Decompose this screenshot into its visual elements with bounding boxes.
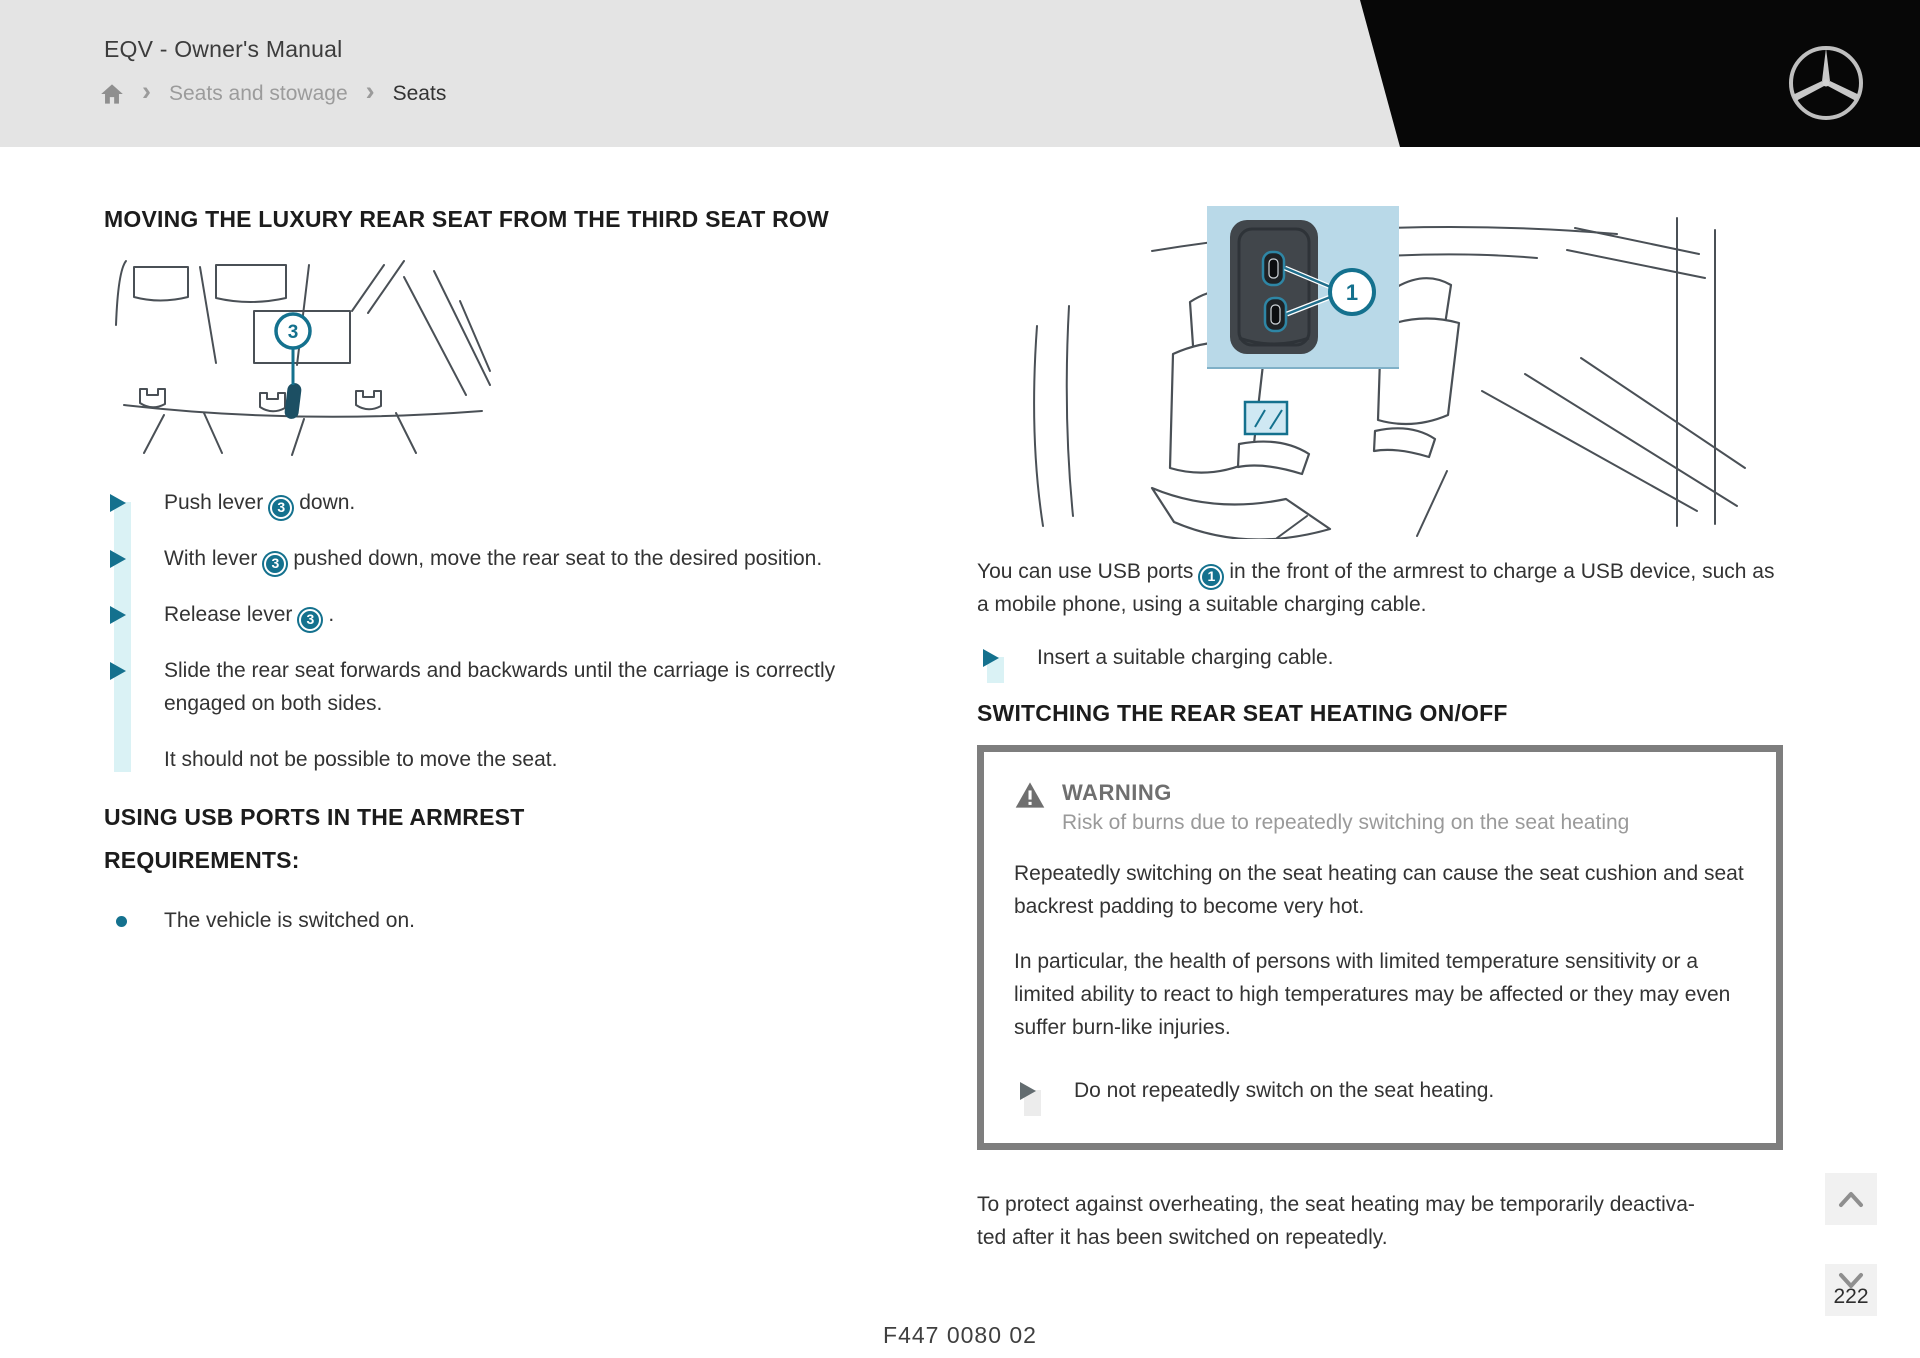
arrow-right-marker: [110, 662, 126, 680]
chevron-right-icon: ›: [142, 76, 151, 106]
step-item: Slide the rear seat forwards and backwards until the carriage is correctly engaged on both sides.: [104, 654, 909, 720]
breadcrumb-seats[interactable]: Seats: [392, 81, 447, 105]
warning-label: WARNING: [1062, 780, 1172, 805]
requirements-title: REQUIREMENTS:: [104, 847, 300, 873]
page-title: EQV - Owner's Manual: [104, 36, 343, 62]
scroll-top-button[interactable]: [1825, 1173, 1877, 1225]
usb-location-highlight: [1245, 402, 1287, 434]
warning-paragraph-2: In particular, the health of persons with limited temperature sensitivity or a limited ability to react to high temperatures may be affected or they may even suffer burn-like injuries.: [1014, 950, 1731, 1039]
callout-1-badge: 1: [1200, 566, 1222, 588]
section-title-seat-heating: SWITCHING THE REAR SEAT HEATING ON/OFF: [977, 700, 1508, 726]
figure-usb-armrest: [977, 206, 1752, 539]
step-list-moving-seat: [104, 486, 909, 776]
callout-3-badge: 3: [270, 497, 292, 519]
step-result-note: It should not be possible to move the seat.: [164, 748, 558, 771]
breadcrumb: [100, 76, 447, 107]
arrow-right-marker: [110, 550, 126, 568]
arrow-right-marker: [110, 606, 126, 624]
right-column: [977, 206, 1783, 1254]
warning-paragraph-1: Repeatedly switching on the seat heating can cause the seat cushion and seat backrest padding to become very hot.: [1014, 862, 1744, 918]
page-down-button[interactable]: [1825, 1264, 1877, 1316]
overheat-note: To protect against overheating, the seat heating may be temporarily deactiva- ted after it has been switched on repeatedly.: [977, 1193, 1695, 1249]
chevron-right-icon: ›: [365, 76, 375, 106]
requirement-item: The vehicle is switched on.: [104, 904, 909, 937]
breadcrumb-seats-and-stowage[interactable]: Seats and stowage: [169, 81, 348, 105]
warning-header: [1014, 780, 1746, 835]
mercedes-star-logo: [1786, 43, 1866, 123]
chevron-up-icon: [1836, 1189, 1866, 1209]
step-insert-cable: Insert a suitable charging cable.: [977, 641, 1783, 674]
brand-banner: [1360, 0, 1920, 147]
header-bar: [0, 0, 1920, 147]
usb-inset-detail: [1207, 206, 1399, 368]
callout-3-badge: 3: [299, 609, 321, 631]
warning-step: Do not repeatedly switch on the seat heating.: [1014, 1074, 1746, 1107]
page-number: 222: [1833, 1285, 1869, 1308]
arrow-right-marker: [983, 649, 999, 667]
warning-box: [977, 745, 1783, 1150]
warning-risk-text: Risk of burns due to repeatedly switching on the seat heating: [1062, 811, 1630, 834]
section-title-usb-ports: USING USB PORTS IN THE ARMREST: [104, 804, 525, 830]
home-icon[interactable]: [100, 83, 124, 105]
arrow-right-marker: [1020, 1082, 1036, 1100]
callout-3-badge: 3: [264, 553, 286, 575]
figure-code: F447 0080 02: [883, 1322, 1037, 1348]
left-column: [104, 206, 909, 937]
usb-paragraph: You can use USB ports 1 in the front of the armrest to charge a USB device, such as a mobile phone, using a suitable charging cable.: [977, 560, 1775, 616]
figure1-callout-number: 3: [287, 322, 299, 343]
figure2-callout-number: 1: [1345, 280, 1359, 305]
step-item: Push lever 3 down.: [104, 486, 909, 519]
bullet-dot-icon: [116, 916, 127, 927]
section-title-moving-rear-seat: MOVING THE LUXURY REAR SEAT FROM THE THIRD SEAT ROW: [104, 206, 829, 232]
warning-triangle-icon: [1014, 780, 1046, 810]
figure-rear-seat-lever: [104, 253, 494, 458]
arrow-right-marker: [110, 494, 126, 512]
step-item: Release lever 3 .: [104, 598, 909, 631]
step-item: With lever 3 pushed down, move the rear seat to the desired position.: [104, 542, 909, 575]
